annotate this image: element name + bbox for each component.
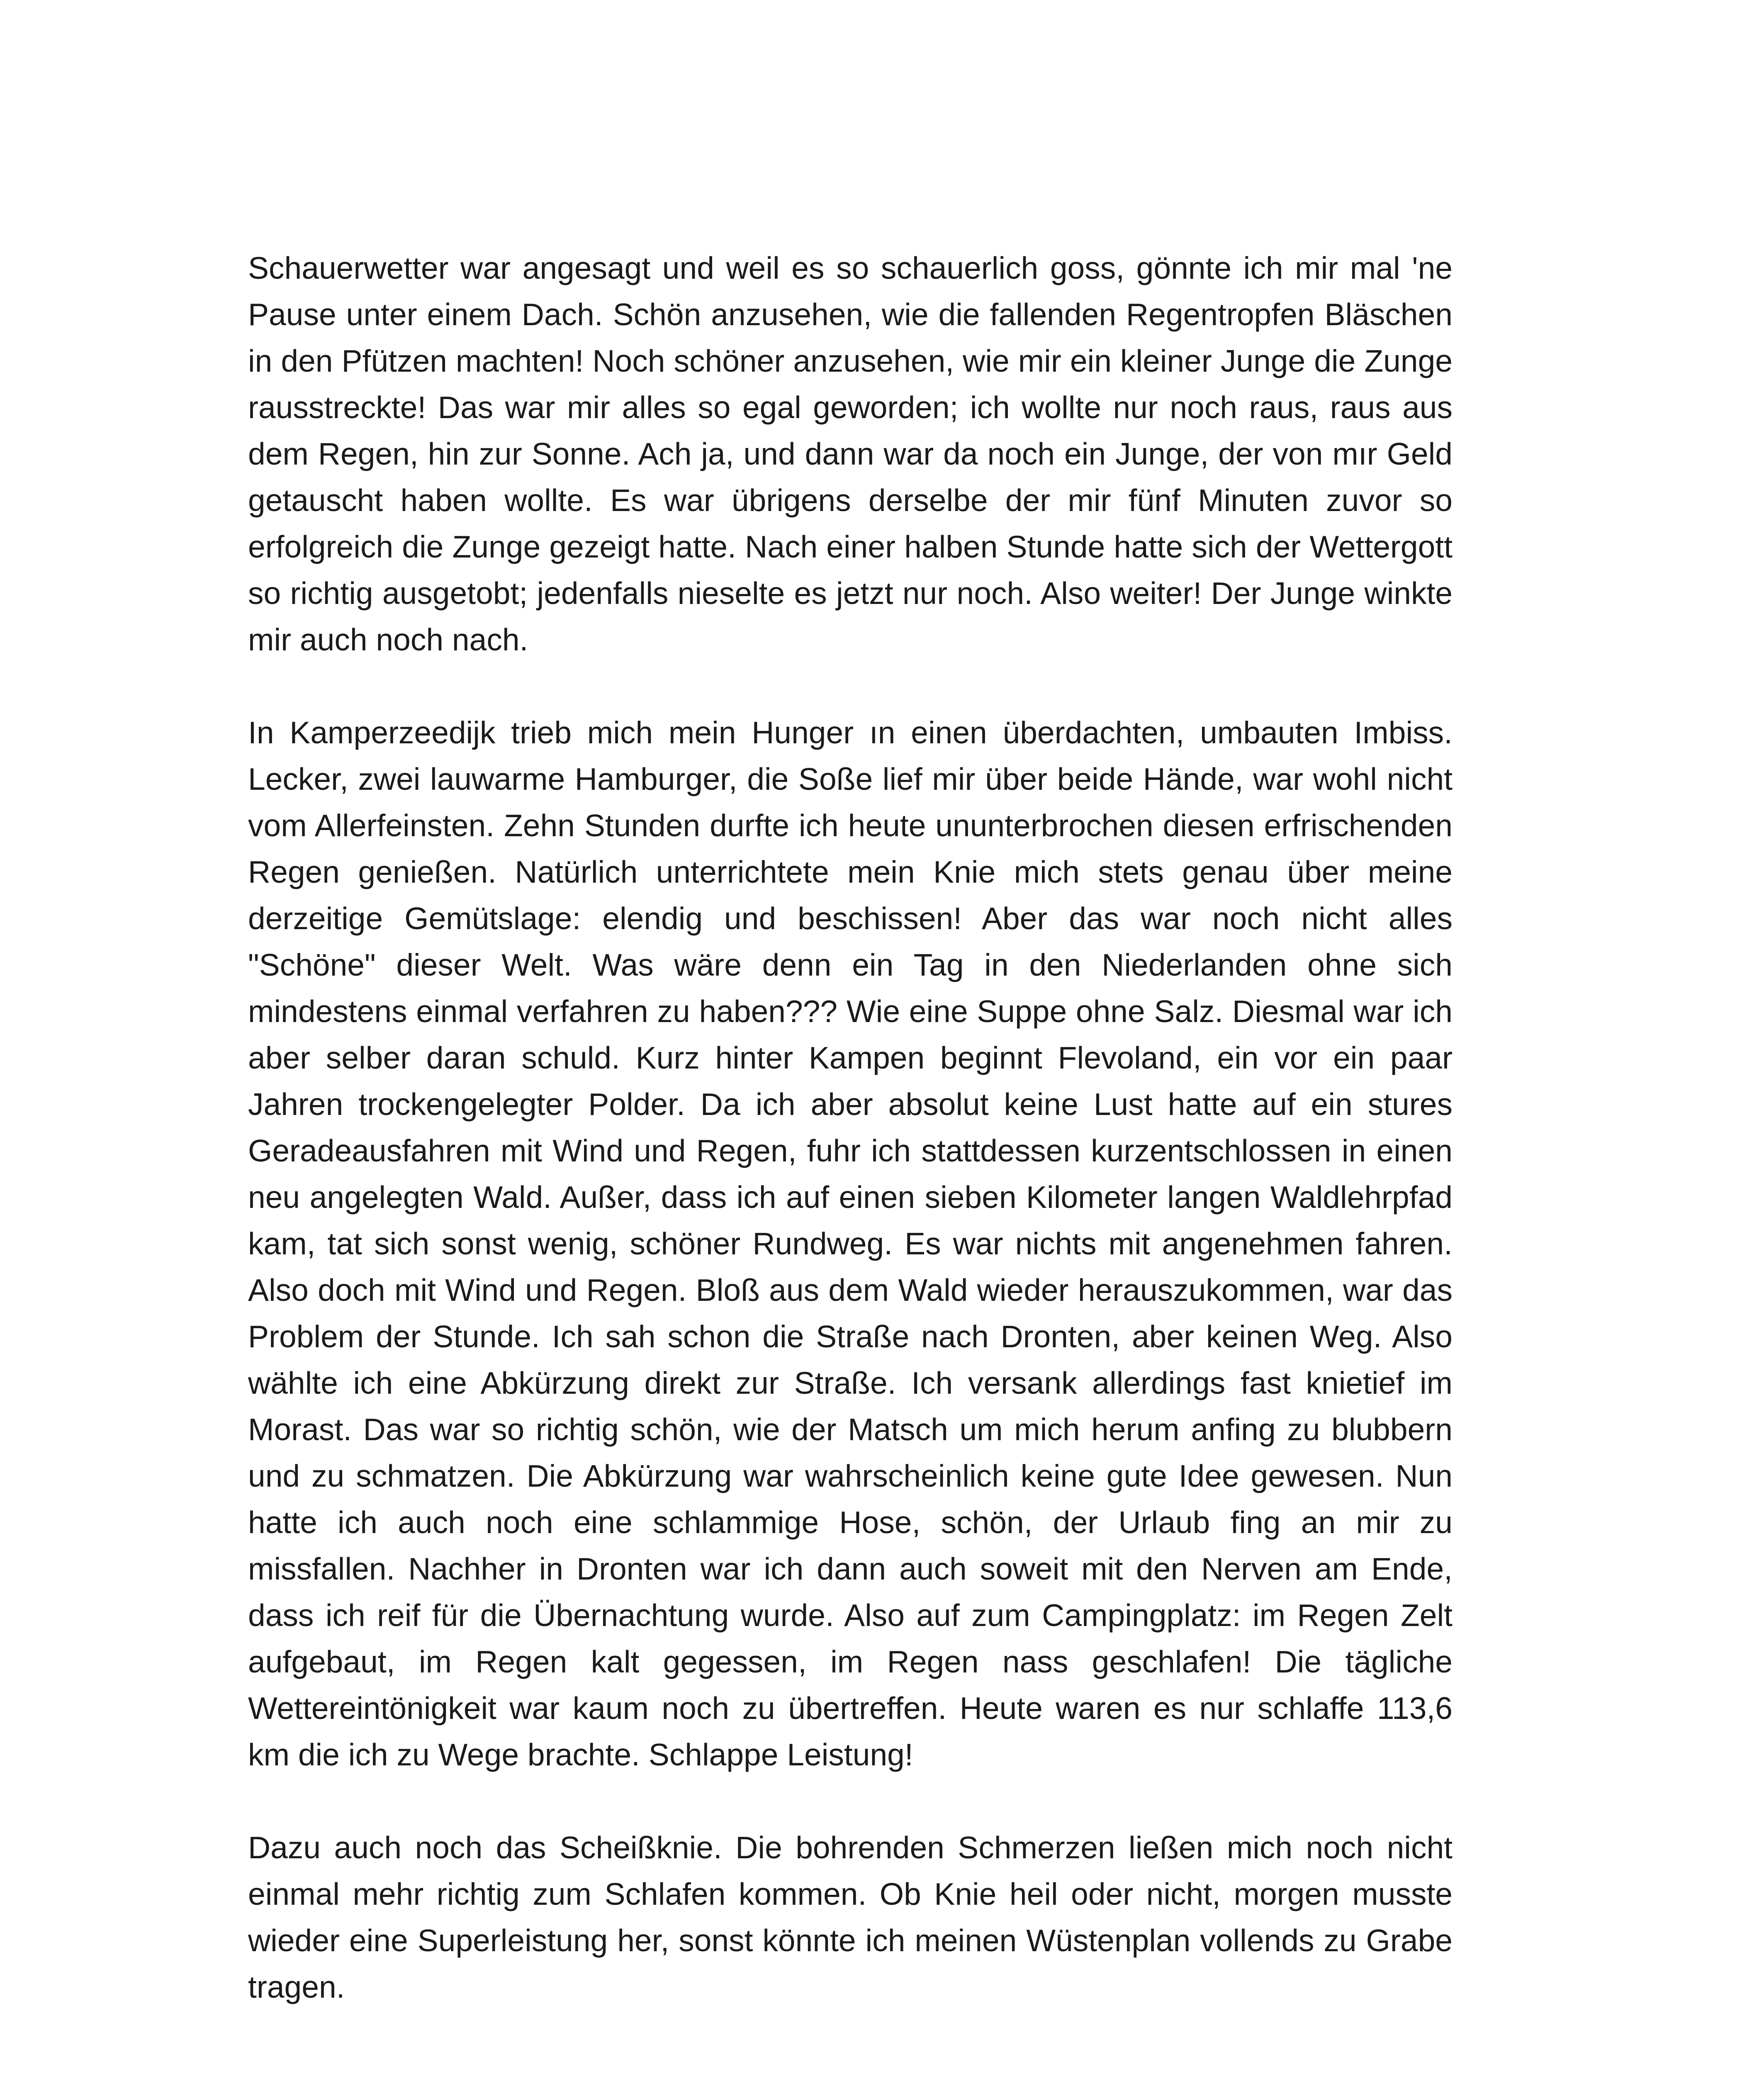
paragraph-2: In Kamperzeedijk trieb mich mein Hunger ın einen überdachten, umbauten Imbiss. Lecker, zwei lauwarme Hamburger, die Soße lief mir über beide Hände, war wohl nicht vom Allerfeinsten. Zehn Stunden durfte ich heute ununterbrochen diesen erfrischenden Regen genießen. Natürlich unterrichtete mein Knie mich stets genau über meine derzeitige Gemütslage: elendig und beschissen! Aber das war noch nicht alles "Schöne" dieser Welt. Was wäre denn ein Tag in den Niederlanden ohne sich mindestens einmal verfahren zu haben??? Wie eine Suppe ohne Salz. Diesmal war ich aber selber daran schuld. Kurz hinter Kampen beginnt Flevoland, ein vor ein paar Jahren trockengelegter Polder. Da ich aber absolut keine Lust hatte auf ein stures Geradeausfahren mit Wind und Regen, fuhr ich stattdessen kurzentschlossen in einen neu angelegten Wald. Außer, dass ich auf einen sieben Kilometer langen Waldlehrpfad kam, tat sich sonst wenig, schöner Rundweg. Es war nichts mit angenehmen fahren. Also doch mit Wind und Regen. Bloß aus dem Wald wieder herauszukommen, war das Problem der Stunde. Ich sah schon die Straße nach Dronten, aber keinen Weg. Also wählte ich eine Abkürzung direkt zur Straße. Ich versank allerdings fast knietief im Morast. Das war so richtig schön, wie der Matsch um mich herum anfing zu blubbern und zu schmatzen. Die Abkürzung war wahrscheinlich keine gute Idee gewesen. Nun hatte ich auch noch eine schlammige Hose, schön, der Urlaub fing an mir zu missfallen. Nachher in Dronten war ich dann auch soweit mit den Nerven am Ende, dass ich reif für die Übernachtung wurde. Also auf zum Campingplatz: im Regen Zelt aufgebaut, im Regen kalt gegessen, im Regen nass geschlafen! Die tägliche Wettereintönigkeit war kaum noch zu übertreffen. Heute waren es nur schlaffe 113,6 km die ich zu Wege brachte. Schlappe Leistung! <box>248 715 1453 1772</box>
paragraph-1: Schauerwetter war angesagt und weil es so schauerlich goss, gönnte ich mir mal 'ne Pause unter einem Dach. Schön anzusehen, wie die fallenden Regentropfen Bläschen in den Pfützen machten! Noch schöner anzusehen, wie mir ein kleiner Junge die Zunge rausstreckte! Das war mir alles so egal geworden; ich wollte nur noch raus, raus aus dem Regen, hin zur Sonne. Ach ja, und dann war da noch ein Junge, der von mır Geld getauscht haben wollte. Es war übrigens derselbe der mir fünf Minuten zuvor so erfolgreich die Zunge gezeigt hatte. Nach einer halben Stunde hatte sich der Wettergott so richtig ausgetobt; jedenfalls nieselte es jetzt nur noch. Also weiter! Der Junge winkte mir auch noch nach. <box>248 251 1453 657</box>
body-text <box>248 245 1453 2010</box>
paragraph-3: Dazu auch noch das Scheißknie. Die bohrenden Schmerzen ließen mich noch nicht einmal mehr richtig zum Schlafen kommen. Ob Knie heil oder nicht, morgen musste wieder eine Superleistung her, sonst könnte ich meinen Wüstenplan vollends zu Grabe tragen. <box>248 1830 1453 2004</box>
